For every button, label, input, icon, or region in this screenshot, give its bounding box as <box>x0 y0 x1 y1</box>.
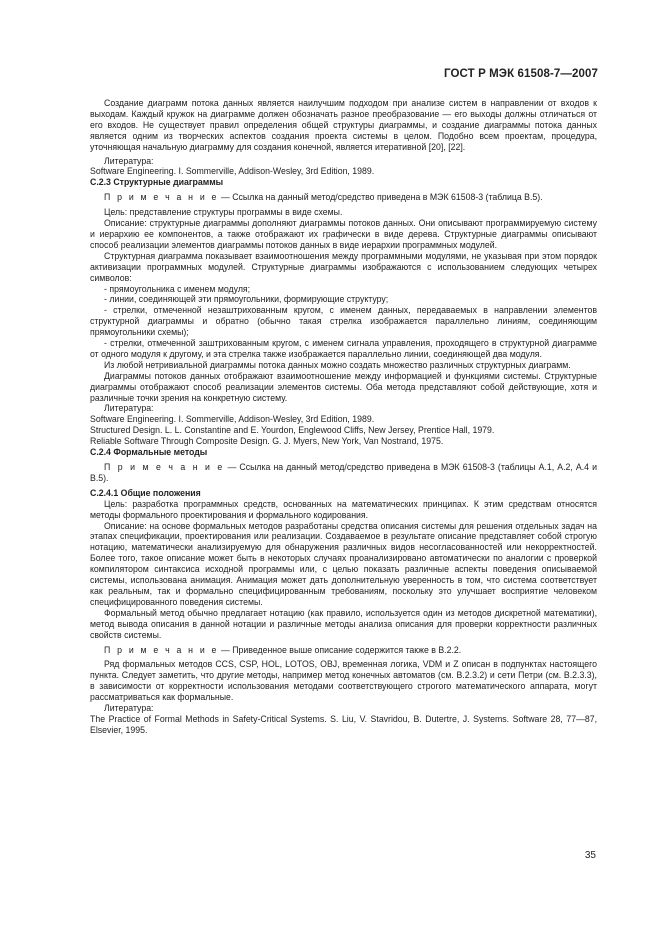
document-header: ГОСТ Р МЭК 61508-7—2007 <box>444 68 598 80</box>
note-label: П р и м е ч а н и е <box>104 462 225 472</box>
list-item: - стрелки, отмеченной заштрихованным кругом, с именем сигнала управления, проходящего в структурной диаграмме от одного модуля к другому, и эта стрелка также изображается параллельно линии, соединяющей два модуля. <box>90 338 597 359</box>
paragraph: Создание диаграмм потока данных является наилучшим подходом при анализе систем в направлении от входов к выходам. Каждый кружок на диаграмме должен обозначать разное преобразование — его выходы должны отличаться от его входов. Не существует правил определения общей структуры диаграммы, и создание диаграммы потока данных является одним из творческих аспектов создания проекта системы в целом. Подобно всем проектам, процедура, уточняющая начальную диаграмму для создания конечной, является итеративной [20], [22]. <box>90 98 597 152</box>
paragraph: Ряд формальных методов CCS, CSP, HOL, LOTOS, OBJ, временная логика, VDM и Z описан в подпунктах настоящего пункта. Следует заметить, что другие методы, например метод конечных автоматов (см. В.2.3.2) и сети Петри (см. В.2.3.3), в зависимости от корректности использования методами соответствующего строгого математического аппарата, могут рассматриваться как формальные. <box>90 659 597 703</box>
paragraph: Описание: структурные диаграммы дополняют диаграммы потоков данных. Они описывают программируемую систему и иерархию ее компонентов, а также отображают их графически в виде дерева. Структурные диаграммы описывают способ реализации элементов диаграммы потоков данных в виде иерархии программных модулей. <box>90 218 597 250</box>
paragraph: Структурная диаграмма показывает взаимоотношения между программными модулями, не указывая при этом порядок активизации программных модулей. Структурные диаграммы изображаются с использованием следующих четырех символов: <box>90 250 597 283</box>
section-heading: С.2.4 Формальные методы <box>90 447 208 458</box>
paragraph: Формальный метод обычно предлагает нотацию (как правило, используется один из методов дискретной математики), метод вывода описания в данной нотации и различные методы анализа описания для проверки корректности различных свойств системы. <box>90 607 597 640</box>
paragraph: Из любой нетривиальной диаграммы потока данных можно создать множество различных структурных диаграмм. <box>104 359 571 370</box>
list-item: - линии, соединяющей эти прямоугольники, формирующие структуру; <box>104 294 389 305</box>
page-number: 35 <box>584 850 596 861</box>
reference: Structured Design. L. L. Constantine and E. Yourdon, Englewood Cliffs, New Jersey, Prentice Hall, 1979. <box>90 425 495 436</box>
paragraph: Диаграммы потоков данных отображают взаимоотношение между информацией и функциями системы. Структурные диаграммы отображают способ реализации элементов системы. Оба метода представляют собой действующие, хотя и различные точки зрения на конкретную систему. <box>90 370 597 403</box>
note-text: — Ссылка на данный метод/средство приведена в МЭК 61508-3 (таблица В.5). <box>218 192 543 203</box>
note <box>90 645 597 656</box>
note <box>90 462 597 484</box>
note <box>90 192 597 203</box>
reference: Reliable Software Through Composite Design. G. J. Myers, New York, Van Nostrand, 1975. <box>90 436 444 447</box>
reference: Software Engineering. I. Sommerville, Addison-Wesley, 3rd Edition, 1989. <box>90 166 375 177</box>
reference: Software Engineering. I. Sommerville, Addison-Wesley, 3rd Edition, 1989. <box>90 414 375 425</box>
paragraph: Цель: представление структуры программы в виде схемы. <box>104 207 343 218</box>
literature-label: Литература: <box>104 403 154 414</box>
note-label: П р и м е ч а н и е <box>104 192 219 203</box>
paragraph: Цель: разработка программных средств, основанных на математических принципах. К этим средствам относятся методы формального проектирования и формального кодирования. <box>90 498 597 520</box>
subsection-heading: С.2.4.1 Общие положения <box>90 487 201 498</box>
list-item: - стрелки, отмеченной незаштрихованным кругом, с именем данных, передаваемых в направлении элементов структурной диаграммы и обратно (обычно такая стрелка изображается параллельно линиям, соединяющим прямоугольники схемы); <box>90 305 597 338</box>
literature-label: Литература: <box>104 155 154 166</box>
list-item: - прямоугольника с именем модуля; <box>104 283 251 294</box>
note-text: — Ссылка на данный метод/средство приведена в МЭК 61508-3 (таблицы А.1, А.2, А.4 и В.5). <box>90 462 597 483</box>
note-label: П р и м е ч а н и е <box>104 644 219 655</box>
note-text: — Приведенное выше описание содержится также в В.2.2. <box>218 644 462 655</box>
document-body <box>90 98 597 736</box>
paragraph: Описание: на основе формальных методов разработаны средства описания системы для решения отдельных задач на этапах спецификации, проектирования или реализации. Создаваемое в результате описание представляет собой строгую нотацию, математически анализируемую для обнаружения различных видов несогласованностей или некорректностей. Более того, такое описание может быть в некоторых случаях проанализировано автоматически по аналогии с проверкой компилятором синтаксиса исходной программы или, с целью показать различные аспекты поведения описываемой системы, использована анимация. Анимация может дать дополнительную уверенность в том, что система соответствует как реальным, так и формально специфицированным требованиям, поскольку это улучшает восприятие человеком специфицированного поведения системы. <box>90 520 597 607</box>
section-heading: С.2.3 Структурные диаграммы <box>90 177 224 188</box>
reference: The Practice of Formal Methods in Safety-Critical Systems. S. Liu, V. Stavridou, B. Dutertre, J. Systems. Software 28, 77—87, Elsevier, 1995. <box>90 713 597 735</box>
literature-label: Литература: <box>104 703 154 714</box>
